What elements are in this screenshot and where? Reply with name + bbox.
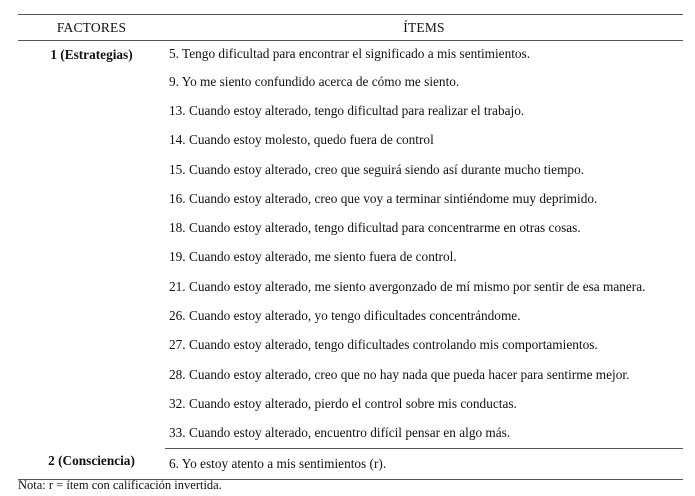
item-cell: 33. Cuando estoy alterado, encuentro difícil pensar en algo más. (165, 419, 683, 449)
item-cell: 32. Cuando estoy alterado, pierdo el control sobre mis conductas. (169, 395, 517, 411)
item-cell: 16. Cuando estoy alterado, creo que voy a terminar sintiéndome muy deprimido. (169, 190, 598, 206)
factors-items-table-container (18, 14, 683, 480)
item-cell: 13. Cuando estoy alterado, tengo dificultad para realizar el trabajo. (169, 102, 525, 118)
item-cell: 9. Yo me siento confundido acerca de cómo me siento. (169, 73, 460, 89)
table-row (18, 448, 683, 480)
header-items: ÍTEMS (165, 15, 683, 41)
item-cell: 28. Cuando estoy alterado, creo que no hay nada que pueda hacer para sentirme mejor. (169, 366, 630, 382)
item-cell: 21. Cuando estoy alterado, me siento avergonzado de mí mismo por sentir de esa manera. (169, 278, 646, 294)
item-cell: 27. Cuando estoy alterado, tengo dificultades controlando mis comportamientos. (169, 337, 598, 353)
table-body (18, 41, 683, 480)
table-note: Nota: r = ítem con calificación invertida. (18, 478, 222, 492)
item-cell: 26. Cuando estoy alterado, yo tengo dificultades concentrándome. (169, 308, 521, 324)
header-factores: FACTORES (18, 15, 165, 41)
factor-label: 1 (Estrategias) (50, 47, 133, 62)
factor-label: 2 (Consciencia) (18, 448, 165, 480)
item-cell: 6. Yo estoy atento a mis sentimientos (r). (165, 448, 683, 480)
item-cell: 15. Cuando estoy alterado, creo que seguirá siendo así durante mucho tiempo. (169, 161, 585, 177)
table-header (18, 15, 683, 41)
item-cell: 18. Cuando estoy alterado, tengo dificultad para concentrarme en otras cosas. (169, 220, 581, 236)
table-row (18, 41, 683, 68)
item-cell: 14. Cuando estoy molesto, quedo fuera de control (169, 132, 434, 148)
item-cell: 19. Cuando estoy alterado, me siento fuera de control. (169, 249, 457, 265)
header-row (18, 15, 683, 41)
factors-items-table (18, 14, 683, 480)
item-cell: 5. Tengo dificultad para encontrar el significado a mis sentimientos. (169, 46, 531, 61)
